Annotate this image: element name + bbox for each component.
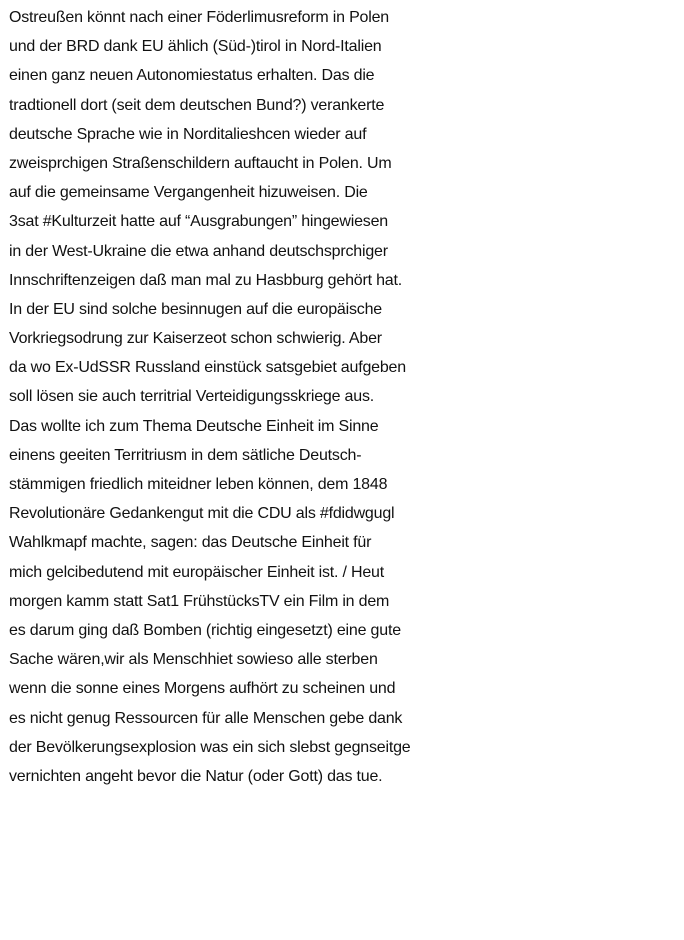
text-line: morgen kamm statt Sat1 FrühstücksTV ein Film in dem bbox=[9, 592, 390, 610]
text-line: auf die gemeinsame Vergangenheit hizuweisen. Die bbox=[9, 184, 368, 202]
text-line: deutsche Sprache wie in Norditalieshcen wieder auf bbox=[9, 125, 367, 143]
text-line: tradtionell dort (seit dem deutschen Bund?) verankerte bbox=[9, 96, 385, 114]
text-line: in der West-Ukraine die etwa anhand deutschsprchiger bbox=[9, 242, 388, 260]
text-line: mich gelcibedutend mit europäischer Einheit ist. / Heut bbox=[9, 563, 384, 581]
text-line: Ostreußen könnt nach einer Föderlimusreform in Polen bbox=[9, 9, 390, 26]
text-line: 3sat #Kulturzeit hatte auf “Ausgrabungen” hingewiesen bbox=[9, 213, 388, 231]
text-line: da wo Ex-UdSSR Russland einstück satsgebiet aufgeben bbox=[9, 359, 406, 377]
text-line: und der BRD dank EU ählich (Süd-)tirol in Nord-Italien bbox=[9, 38, 382, 56]
text-line: In der EU sind solche besinnugen auf die europäische bbox=[9, 300, 382, 318]
text-line: der Bevölkerungsexplosion was ein sich slebst gegnseitge bbox=[9, 738, 411, 756]
text-line: einens geeiten Territriusm in dem sätliche Deutsch- bbox=[9, 446, 362, 464]
text-line: Revolutionäre Gedankengut mit die CDU als #fdidwgugl bbox=[9, 505, 395, 523]
text-line: Innschriftenzeigen daß man mal zu Hasbburg gehört hat. bbox=[9, 271, 402, 289]
text-line: Sache wären,wir als Menschhiet sowieso alle sterben bbox=[9, 651, 378, 669]
text-line: es darum ging daß Bomben (richtig eingesetzt) eine gute bbox=[9, 621, 401, 639]
text-line: Vorkriegsodrung zur Kaiserzeot schon schwierig. Aber bbox=[9, 330, 382, 348]
text-line: wenn die sonne eines Morgens aufhört zu scheinen und bbox=[9, 680, 396, 698]
text-line: stämmigen friedlich miteidner leben können, dem 1848 bbox=[9, 476, 388, 493]
text-line: Das wollte ich zum Thema Deutsche Einheit im Sinne bbox=[9, 417, 379, 435]
text-line: zweisprchigen Straßenschildern auftaucht in Polen. Um bbox=[9, 154, 392, 172]
text-line: Wahlkmapf machte, sagen: das Deutsche Einheit für bbox=[9, 534, 372, 552]
text-line: es nicht genug Ressourcen für alle Menschen gebe dank bbox=[9, 709, 403, 727]
text-line: soll lösen sie auch territrial Verteidigungsskriege aus. bbox=[9, 388, 374, 406]
body-text bbox=[9, 3, 681, 791]
text-line: einen ganz neuen Autonomiestatus erhalten. Das die bbox=[9, 67, 375, 85]
text-line: vernichten angeht bevor die Natur (oder Gott) das tue. bbox=[9, 767, 383, 785]
